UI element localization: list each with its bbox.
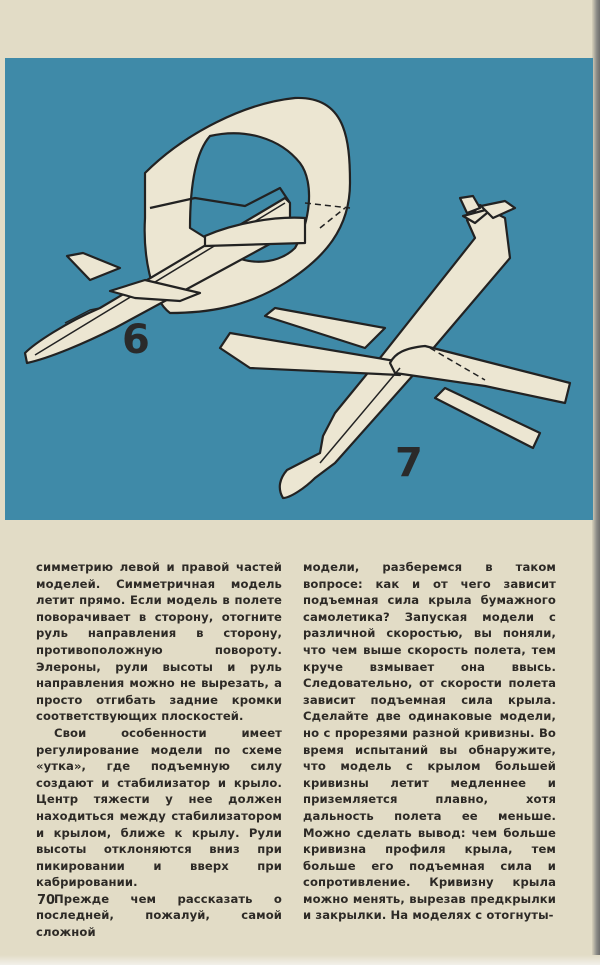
paragraph: модели, разберемся в таком вопросе: как и от чего зависит подъемная сила крыла бумажного самолетика? Запуская модели с различной скоростью, вы поняли, что чем выше скорость полета, тем круче взмывает она ввысь. Следовательно, от скорости полета зависит подъемная сила крыла. Сделайте две одинаковые модели, но с прорезями разной кривизны. Во время испытаний вы обнаружите, что модель с крылом большей кривизны летит медленнее и приземляется плавно, хотя дальность полета ее меньше. Можно сделать вывод: чем больше кривизна профиля крыла, тем больше его подъемная сила и сопротивление. Кривизну крыла можно менять, вырезав предкрылки и закрылки. На моделях с отогнуты-	[303, 560, 556, 923]
paragraph: симметрию левой и правой частей моделей. Симметричная модель летит прямо. Если модель в полете поворачивает в сторону, отогните руль направления в сторону, противоположную повороту. Элероны, рули высоты и руль направления можно не вырезать, а просто отгибать задние кромки соответствующих плоскостей.	[36, 560, 282, 724]
page-fold-shadow	[592, 0, 600, 965]
paper-planes-drawing	[5, 58, 593, 520]
figure-label-6: 6	[122, 317, 150, 363]
figure-label-7: 7	[395, 440, 423, 486]
text-column-right	[303, 559, 556, 924]
paragraph: Прежде чем рассказать о последней, пожалуй, самой сложной	[36, 891, 282, 940]
text-column-left	[36, 559, 282, 941]
illustration-panel	[5, 58, 593, 520]
page-bottom-edge	[0, 955, 600, 965]
page-number: 70	[37, 893, 56, 908]
paragraph: Свои особенности имеет регулирование модели по схеме «утка», где подъемную силу создают и стабилизатор и крыло. Центр тяжести у нее должен находиться между стабилизатором и крылом, ближе к крылу. Рули высоты отклоняются вниз при пикировании и вверх при кабрировании.	[36, 725, 282, 890]
